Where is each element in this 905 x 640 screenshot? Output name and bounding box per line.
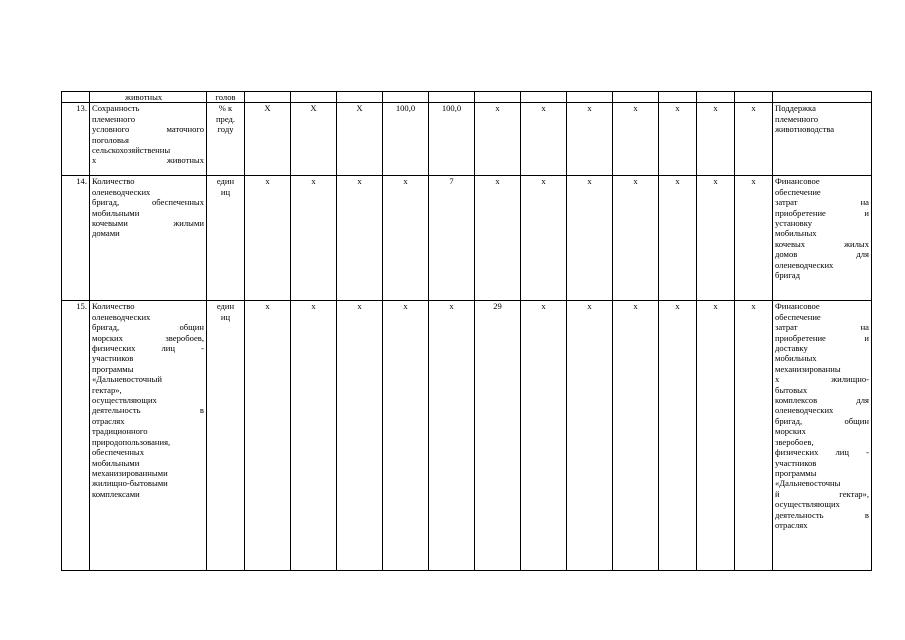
note-line: приобретение и — [775, 207, 869, 218]
note-line: обеспечение — [775, 311, 821, 322]
cell-value: х — [383, 176, 429, 301]
cell-value: Х — [291, 103, 337, 176]
cell-num: 14. — [62, 176, 90, 301]
cell-value: х — [567, 301, 613, 571]
note-line: Финансовое — [775, 301, 820, 312]
cell-value: х — [567, 103, 613, 176]
cell-value: х — [291, 301, 337, 571]
cell-value: х — [659, 301, 697, 571]
name-line: комплексами — [92, 488, 140, 499]
note-line: х жилищно- — [775, 374, 869, 385]
cell-value: х — [567, 176, 613, 301]
name-line: участников — [92, 353, 134, 364]
cell-value: х — [383, 301, 429, 571]
note-line: бытовых — [775, 384, 808, 395]
note-line: мобильных — [775, 353, 817, 364]
cell-value: х — [337, 176, 383, 301]
cell-value: х — [613, 301, 659, 571]
cell-value: х — [245, 301, 291, 571]
name-line: мобильными — [92, 457, 140, 468]
cell-value — [245, 92, 291, 103]
unit-line: един — [216, 176, 235, 187]
note-line: Финансовое — [775, 176, 820, 187]
table-row — [62, 103, 872, 176]
cell-value — [475, 92, 521, 103]
note-line: кочевых жилых — [775, 238, 869, 249]
cell-value — [567, 92, 613, 103]
note-line: й гектар», — [775, 488, 869, 499]
name-line: жилищно-бытовыми — [92, 478, 168, 489]
cell-note — [773, 103, 872, 176]
cell-value — [429, 92, 475, 103]
cell-value: х — [521, 176, 567, 301]
cell-name — [90, 301, 207, 571]
note-line: зверобоев, — [775, 436, 814, 447]
cell-unit: голов — [207, 92, 245, 103]
cell-value — [383, 92, 429, 103]
name-line: домами — [92, 228, 120, 239]
cell-value: х — [429, 301, 475, 571]
cell-value: х — [659, 103, 697, 176]
name-line: кочевыми жилыми — [92, 218, 204, 229]
name-line: Количество — [92, 176, 135, 187]
cell-value: х — [613, 103, 659, 176]
indicators-table — [61, 91, 872, 571]
unit-line: пред. — [215, 113, 236, 124]
cell-value: 100,0 — [429, 103, 475, 176]
cell-value — [521, 92, 567, 103]
name-line: бригад, общин — [92, 322, 204, 333]
cell-value — [697, 92, 735, 103]
name-line: мобильными — [92, 207, 140, 218]
table-row — [62, 301, 872, 571]
table-row — [62, 176, 872, 301]
name-line: «Дальневосточный — [92, 374, 163, 385]
cell-value: х — [697, 103, 735, 176]
name-line: Сохранность — [92, 103, 140, 114]
cell-value: 7 — [429, 176, 475, 301]
cell-num — [62, 92, 90, 103]
note-line: деятельность в — [775, 509, 869, 520]
unit-line: % к — [218, 103, 233, 114]
note-line: комплексов для — [775, 395, 869, 406]
name-line: оленеводческих — [92, 186, 151, 197]
unit-line: иц — [220, 311, 231, 322]
name-line: гектар», — [92, 384, 122, 395]
cell-note — [773, 92, 872, 103]
cell-num: 13. — [62, 103, 90, 176]
cell-value: х — [291, 176, 337, 301]
cell-value: х — [475, 176, 521, 301]
note-line: установку — [775, 218, 813, 229]
cell-note — [773, 301, 872, 571]
name-line: осуществляющих — [92, 395, 157, 406]
cell-value: х — [475, 103, 521, 176]
cell-value: х — [735, 301, 773, 571]
cell-value: х — [337, 301, 383, 571]
name-line: отраслях — [92, 415, 125, 426]
note-line: домов для — [775, 249, 869, 260]
note-line: животноводства — [775, 124, 835, 135]
name-line: племенного — [92, 113, 136, 124]
cell-value: х — [697, 176, 735, 301]
name-line: сельскохозяйственны — [92, 145, 171, 156]
cell-note — [773, 176, 872, 301]
note-line: физических лиц - — [775, 447, 869, 458]
cell-value: 29 — [475, 301, 521, 571]
cell-name — [90, 176, 207, 301]
note-line: приобретение и — [775, 332, 869, 343]
name-line: х животных — [92, 155, 204, 166]
unit-line: году — [217, 124, 234, 135]
cell-value: х — [735, 176, 773, 301]
cell-value: х — [521, 103, 567, 176]
note-line: программы — [775, 467, 817, 478]
name-line: физических лиц - — [92, 343, 204, 354]
name-line: механизированными — [92, 467, 168, 478]
note-line: «Дальневосточны — [775, 478, 841, 489]
cell-value — [735, 92, 773, 103]
note-line: участников — [775, 457, 817, 468]
cell-name: животных — [90, 92, 207, 103]
name-line: природопользования, — [92, 436, 171, 447]
note-line: оленеводческих — [775, 259, 834, 270]
name-line: поголовья — [92, 134, 129, 145]
cell-value: х — [613, 176, 659, 301]
cell-value: х — [521, 301, 567, 571]
unit-line: иц — [220, 186, 231, 197]
note-line: племенного — [775, 113, 819, 124]
cell-value: х — [659, 176, 697, 301]
note-line: отраслях — [775, 519, 808, 530]
note-line: Поддержка — [775, 103, 816, 114]
note-line: бригад, общин — [775, 415, 869, 426]
cell-value: х — [697, 301, 735, 571]
cell-unit — [207, 301, 245, 571]
cell-value: х — [735, 103, 773, 176]
note-line: осуществляющих — [775, 499, 840, 510]
note-line: бригад — [775, 270, 800, 281]
note-line: механизированны — [775, 363, 841, 374]
cell-value: Х — [337, 103, 383, 176]
name-line: морских зверобоев, — [92, 332, 204, 343]
unit-line: един — [216, 301, 235, 312]
note-line: обеспечение — [775, 186, 821, 197]
name-line: оленеводческих — [92, 311, 151, 322]
note-line: затрат на — [775, 197, 869, 208]
table-row-continuation — [62, 92, 872, 103]
name-line: Количество — [92, 301, 135, 312]
cell-unit — [207, 103, 245, 176]
note-line: оленеводческих — [775, 405, 834, 416]
note-line: мобильных — [775, 228, 817, 239]
cell-num: 15. — [62, 301, 90, 571]
name-line: условного маточного — [92, 124, 204, 135]
name-line: деятельность в — [92, 405, 204, 416]
cell-value — [659, 92, 697, 103]
cell-value: х — [245, 176, 291, 301]
cell-value: 100,0 — [383, 103, 429, 176]
cell-value — [613, 92, 659, 103]
note-line: доставку — [775, 343, 808, 354]
name-line: программы — [92, 363, 134, 374]
name-line: бригад, обеспеченных — [92, 197, 204, 208]
name-line: обеспеченных — [92, 447, 145, 458]
cell-value — [291, 92, 337, 103]
cell-value: Х — [245, 103, 291, 176]
note-line: морских — [775, 426, 806, 437]
note-line: затрат на — [775, 322, 869, 333]
name-line: традиционного — [92, 426, 148, 437]
cell-value — [337, 92, 383, 103]
cell-name — [90, 103, 207, 176]
cell-unit — [207, 176, 245, 301]
